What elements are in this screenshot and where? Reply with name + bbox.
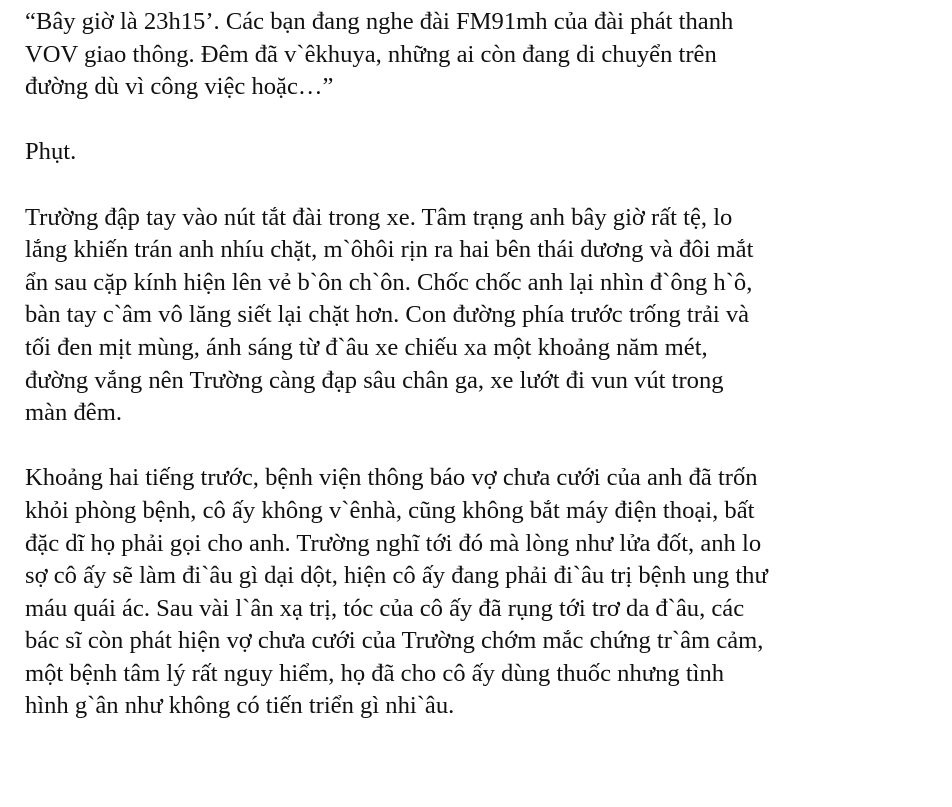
- text-line: đặc dĩ họ phải gọi cho anh. Trường nghĩ tới đó mà lòng như lửa đốt, anh lo: [25, 529, 762, 557]
- text-line: bàn tay c`âm vô lăng siết lại chặt hơn. Con đường phía trước trống trải và: [25, 301, 750, 329]
- text-line: máu quái ác. Sau vài l`ân xạ trị, tóc của cô ấy đã rụng tới trơ da đ`âu, các: [25, 594, 745, 622]
- text-line: bác sĩ còn phát hiện vợ chưa cưới của Trường chớm mắc chứng tr`âm cảm,: [25, 627, 764, 655]
- paragraph-radio-broadcast: [25, 6, 950, 104]
- text-line: lắng khiến trán anh nhíu chặt, m`ôhôi rịn ra hai bên thái dương và đôi mắt: [25, 236, 754, 264]
- text-line: Khoảng hai tiếng trước, bệnh viện thông báo vợ chưa cưới của anh đã trốn: [25, 464, 758, 492]
- text-line: VOV giao thông. Đêm đã v`êkhuya, những ai còn đang di chuyển trên: [25, 40, 717, 68]
- text-line: một bệnh tâm lý rất nguy hiểm, họ đã cho cô ấy dùng thuốc nhưng tình: [25, 659, 725, 687]
- text-line: khỏi phòng bệnh, cô ấy không v`ênhà, cũng không bắt máy điện thoại, bất: [25, 496, 755, 524]
- text-line: Phụt.: [25, 138, 77, 166]
- paragraph-backstory: [25, 462, 950, 723]
- document-body: [25, 6, 950, 756]
- text-line: “Bây giờ là 23h15’. Các bạn đang nghe đài FM91mh của đài phát thanh: [25, 8, 734, 35]
- text-line: đường dù vì công việc hoặc…”: [25, 73, 334, 101]
- text-line: Trường đập tay vào nút tắt đài trong xe. Tâm trạng anh bây giờ rất tệ, lo: [25, 203, 733, 231]
- text-line: ẩn sau cặp kính hiện lên vẻ b`ôn ch`ôn. Chốc chốc anh lại nhìn đ`ông h`ô,: [25, 268, 753, 296]
- text-line: đường vắng nên Trường càng đạp sâu chân ga, xe lướt đi vun vút trong: [25, 366, 724, 394]
- paragraph-sound: [25, 136, 950, 169]
- text-line: tối đen mịt mùng, ánh sáng từ đ`âu xe chiếu xa một khoảng năm mét,: [25, 333, 708, 361]
- text-line: màn đêm.: [25, 399, 122, 427]
- text-line: hình g`ân như không có tiến triển gì nhi`âu.: [25, 692, 455, 720]
- text-line: sợ cô ấy sẽ làm đi`âu gì dại dột, hiện cô ấy đang phải đi`âu trị bệnh ung thư: [25, 562, 768, 590]
- paragraph-driving: [25, 202, 950, 430]
